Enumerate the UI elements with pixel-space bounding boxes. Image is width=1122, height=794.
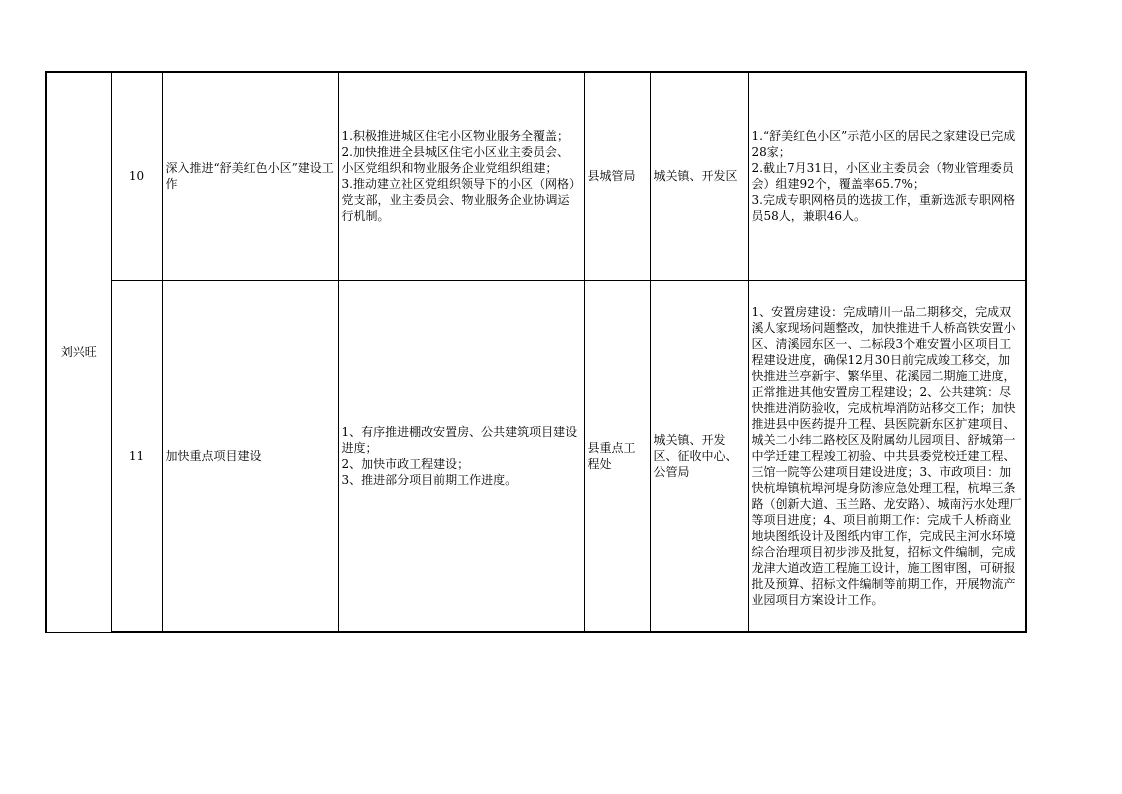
progress-text: 1、安置房建设：完成晴川一品二期移交，完成双溪人家现场问题整改，加快推进千人桥高铁安置小区、清溪园东区一、二标段3个难安置小区项目工程建设进度，确保12月30日前完成竣工移交，加快推进兰亭新宇、繁华里、花溪园二期施工进度，正常推进其他安置房工程建设；2、公共建筑：尽快推进消防验收，完成杭埠消防站移交工作；加快推进县中医药提升工程、县医院新东区扩建项目、城关二小纬二路校区及附属幼儿园项目、舒城第一中学迁建工程竣工初验、中共县委党校迁建工程、三馆一院等公建项目建设进度；3、市政项目：加快杭埠镇杭埠河堤身防渗应急处理工程，杭埠三条路（创新大道、玉兰路、龙安路）、城南污水处理厂等项目进度；4、项目前期工作：完成千人桥商业地块图纸设计及图纸内审工作，完成民主河水环境综合治理项目初步涉及批复，招标文件编制，完成龙津大道改造工程施工设计，施工图审图，可研报批及预算、招标文件编制等前期工作，开展物流产业园项目方案设计工作。: [751, 304, 1022, 607]
table-row: [46, 72, 1026, 280]
row-number: 11: [128, 448, 145, 463]
progress-cell: [748, 72, 1026, 280]
measure-item: 1、有序推进棚改安置房、公共建筑项目建设进度；: [341, 424, 578, 455]
measure-item: 1.积极推进城区住宅小区物业服务全覆盖；: [341, 129, 569, 144]
task-name: 深入推进“舒美红色小区”建设工作: [165, 161, 334, 192]
row-number: 10: [128, 169, 145, 184]
measure-item: 3、推进部分项目前期工作进度。: [341, 472, 518, 487]
cooperating-units-cell: [650, 72, 748, 280]
responsible-person-cell: [46, 72, 111, 632]
cooperating-units: 城关镇、开发区: [653, 169, 738, 184]
lead-unit-cell: [584, 280, 650, 632]
task-cell: [162, 72, 338, 280]
measure-item: 2、加快市政工程建设；: [341, 456, 470, 471]
row-number-cell: [111, 72, 162, 280]
progress-item: 1.“舒美红色小区”示范小区的居民之家建设已完成28家；: [751, 129, 1016, 160]
lead-unit: 县城管局: [587, 169, 636, 184]
measures-cell: [338, 280, 584, 632]
task-table: [45, 71, 1027, 633]
cooperating-units: 城关镇、开发区、征收中心、公管局: [653, 432, 738, 479]
progress-item: 3.完成专职网格员的选拔工作，重新选派专职网格员58人，兼职46人。: [751, 193, 1015, 224]
lead-unit-cell: [584, 72, 650, 280]
task-name: 加快重点项目建设: [165, 448, 262, 463]
cooperating-units-cell: [650, 280, 748, 632]
lead-unit: 县重点工程处: [587, 440, 636, 471]
progress-item: 2.截止7月31日，小区业主委员会（物业管理委员会）组建92个，覆盖率65.7%；: [751, 161, 1014, 192]
responsible-person: 刘兴旺: [60, 345, 97, 360]
task-cell: [162, 280, 338, 632]
table-row: [46, 280, 1026, 632]
measures-cell: [338, 72, 584, 280]
row-number-cell: [111, 280, 162, 632]
measure-item: 2.加快推进全县城区住宅小区业主委员会、小区党组织和物业服务企业党组织组建；: [341, 145, 569, 176]
progress-cell: [748, 280, 1026, 632]
measure-item: 3.推动建立社区党组织领导下的小区（网格）党支部，业主委员会、物业服务企业协调运行机制。: [341, 177, 575, 224]
